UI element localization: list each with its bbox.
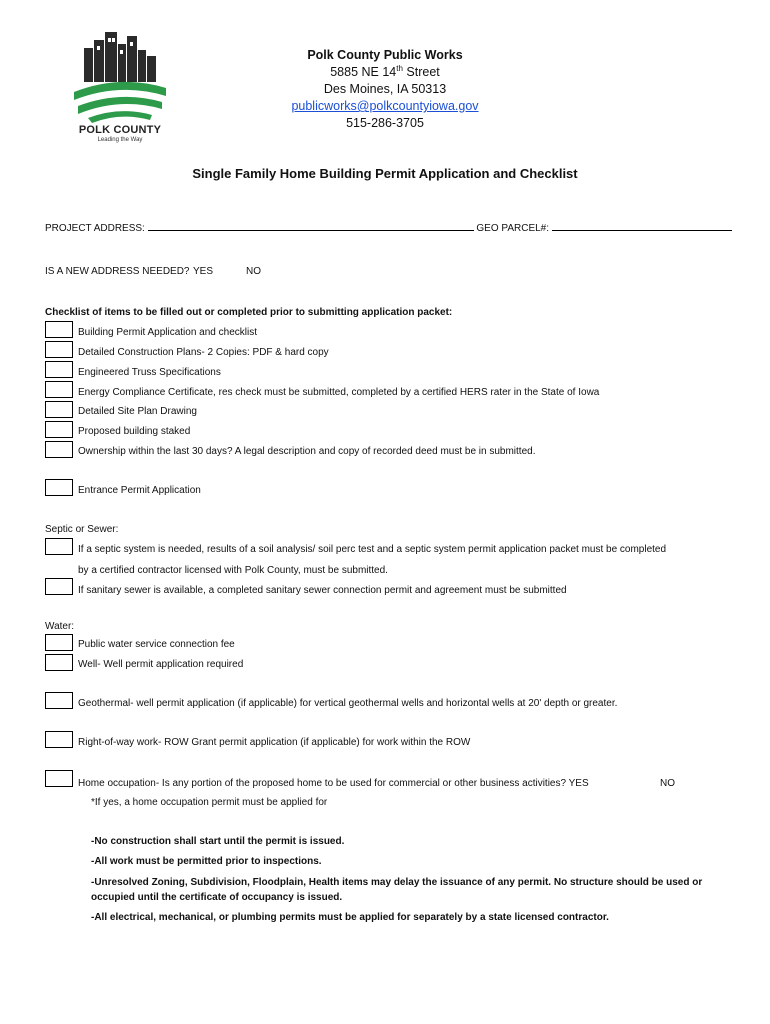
note-item: -No construction shall start until the permit is issued.: [91, 836, 345, 847]
septic-text-line1: If a septic system is needed, results of a soil analysis/ soil perc test and a septic system permit application packet must be completed: [78, 544, 667, 555]
water-item: Public water service connection fee: [78, 639, 235, 650]
home-occupation-note: *If yes, a home occupation permit must be applied for: [91, 797, 328, 808]
note-item: occupied until the certificate of occupancy is issued.: [91, 892, 343, 903]
checklist-item: Entrance Permit Application: [78, 485, 201, 496]
checkbox-public-water[interactable]: [45, 634, 73, 651]
checkbox-energy-compliance[interactable]: [45, 381, 73, 398]
checklist-item: Building Permit Application and checklist: [78, 327, 257, 338]
checkbox-building-staked[interactable]: [45, 421, 73, 438]
new-address-yes[interactable]: YES: [193, 266, 214, 277]
checkbox-geothermal[interactable]: [45, 692, 73, 709]
checkbox-sewer[interactable]: [45, 578, 73, 595]
note-item: -All electrical, mechanical, or plumbing permits must be applied for separately by a state licensed contractor.: [91, 912, 609, 923]
city-state-zip: Des Moines, IA 50313: [323, 82, 447, 96]
checkbox-home-occupation[interactable]: [45, 770, 73, 787]
water-item: Well- Well permit application required: [78, 659, 244, 670]
septic-text-line2: by a certified contractor licensed with Polk County, must be submitted.: [78, 565, 388, 576]
new-address-question: IS A NEW ADDRESS NEEDED?: [45, 266, 190, 277]
logo-tagline: Leading the Way: [97, 137, 143, 143]
septic-heading: Septic or Sewer:: [45, 524, 119, 535]
checkbox-site-plan[interactable]: [45, 401, 73, 418]
checkbox-building-permit[interactable]: [45, 321, 73, 338]
note-item: -Unresolved Zoning, Subdivision, Floodplain, Health items may delay the issuance of any permit. No structure should be used or: [91, 877, 703, 888]
email-link[interactable]: publicworks@polkcountyiowa.gov: [291, 99, 479, 113]
street-address: 5885 NE 14th Street: [330, 63, 440, 79]
org-name: Polk County Public Works: [307, 48, 463, 62]
page-title: Single Family Home Building Permit Application and Checklist: [192, 166, 578, 181]
project-address-label: PROJECT ADDRESS:: [45, 223, 145, 234]
project-address-field[interactable]: [148, 221, 474, 231]
checkbox-ownership[interactable]: [45, 441, 73, 458]
checklist-item: Detailed Site Plan Drawing: [78, 406, 197, 417]
sewer-text: If sanitary sewer is available, a completed sanitary sewer connection permit and agreement must be submitted: [78, 585, 567, 596]
checkbox-row[interactable]: [45, 731, 73, 748]
checklist-item: Proposed building staked: [78, 426, 191, 437]
skyline-icon: [70, 26, 170, 126]
phone-number: 515-286-3705: [346, 116, 424, 130]
checklist-item: Energy Compliance Certificate, res check must be submitted, completed by a certified HERS rater in the State of Iowa: [78, 387, 600, 398]
geothermal-text: Geothermal- well permit application (if applicable) for vertical geothermal wells and horizontal wells at 20' depth or greater.: [78, 698, 618, 709]
project-address-row: [45, 221, 732, 234]
checklist-item: Ownership within the last 30 days? A legal description and copy of recorded deed must be in submitted.: [78, 446, 536, 457]
geo-parcel-label: GEO PARCEL#:: [476, 223, 550, 234]
home-occupation-no[interactable]: NO: [660, 778, 675, 789]
checkbox-construction-plans[interactable]: [45, 341, 73, 358]
note-item: -All work must be permitted prior to inspections.: [91, 856, 322, 867]
checklist-item: Engineered Truss Specifications: [78, 367, 221, 378]
geo-parcel-field[interactable]: [552, 221, 732, 231]
checkbox-entrance-permit[interactable]: [45, 479, 73, 496]
checklist-item: Detailed Construction Plans- 2 Copies: PDF & hard copy: [78, 347, 329, 358]
water-heading: Water:: [45, 621, 75, 632]
checklist-heading: Checklist of items to be filled out or completed prior to submitting application packet:: [45, 307, 453, 318]
checkbox-well-permit[interactable]: [45, 654, 73, 671]
home-occupation-text: Home occupation- Is any portion of the proposed home to be used for commercial or other business activities? YES: [78, 778, 589, 789]
new-address-no[interactable]: NO: [246, 266, 261, 277]
logo-name: POLK COUNTY: [78, 124, 162, 136]
contact-header: [240, 47, 530, 132]
polk-county-logo: [70, 26, 170, 148]
checkbox-truss-specs[interactable]: [45, 361, 73, 378]
checkbox-septic[interactable]: [45, 538, 73, 555]
row-text: Right-of-way work- ROW Grant permit application (if applicable) for work within the ROW: [78, 737, 471, 748]
